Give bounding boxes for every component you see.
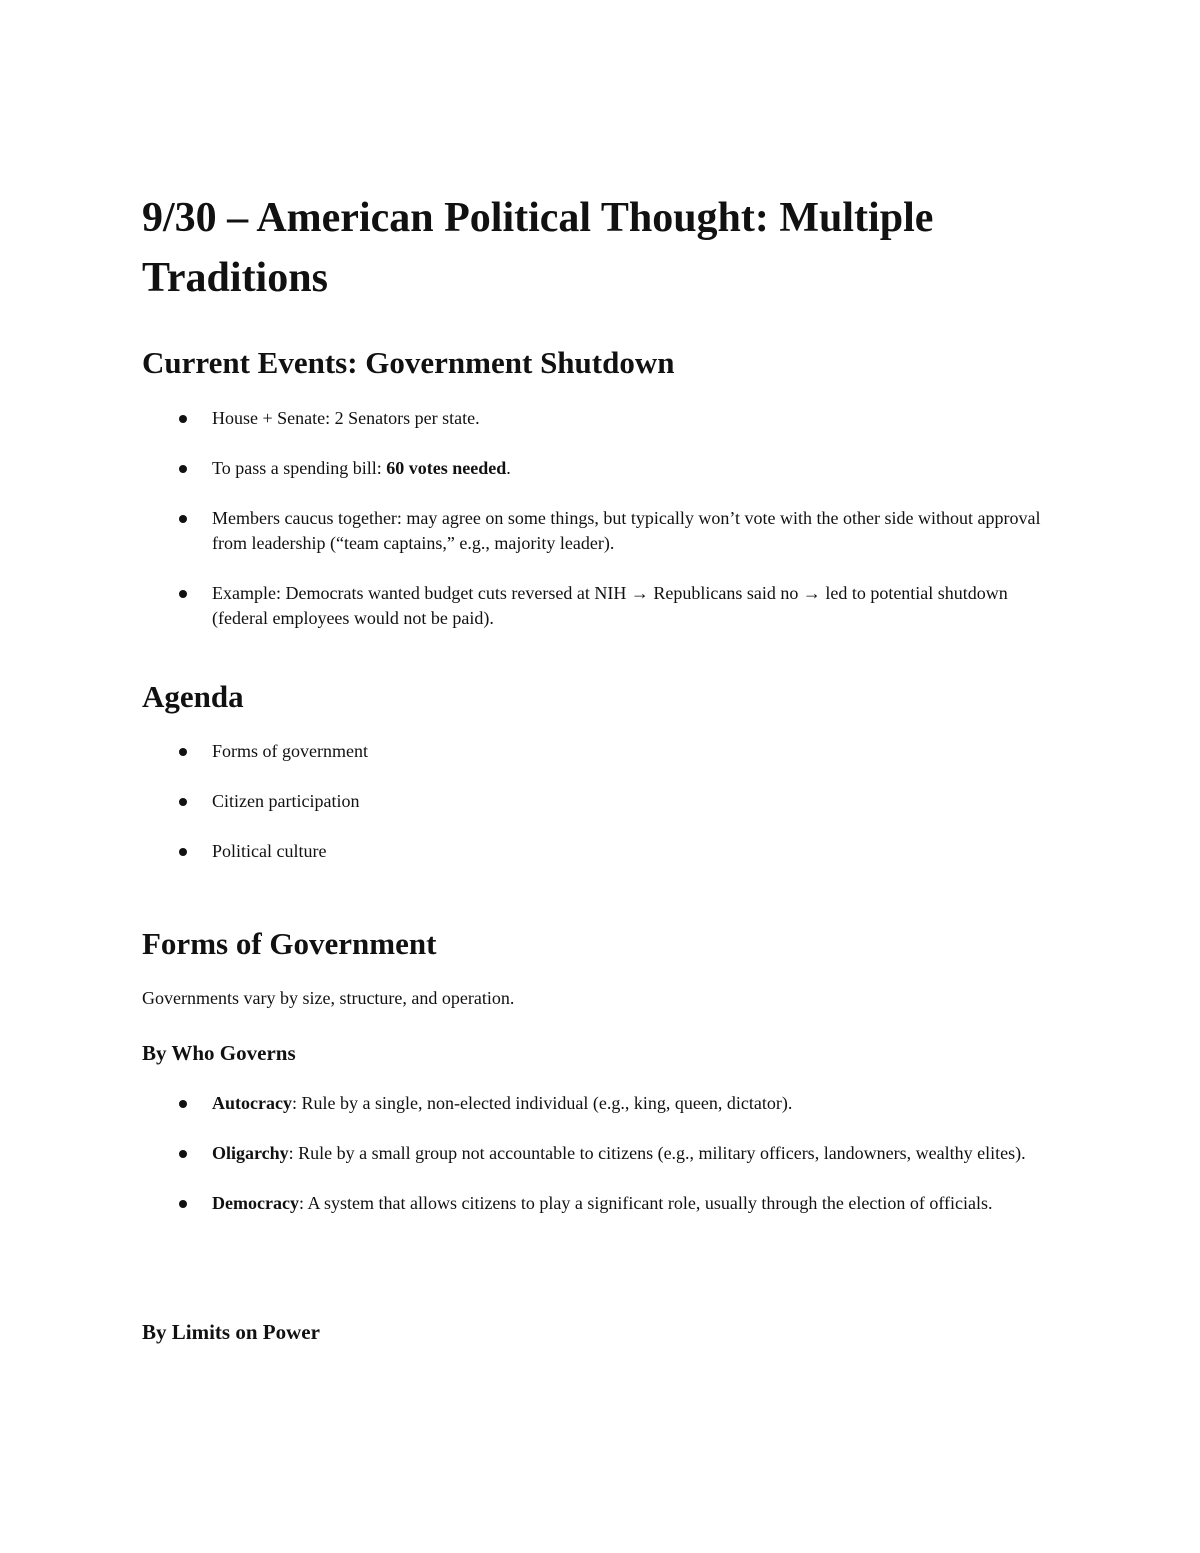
list-item: Forms of government	[142, 739, 1062, 764]
bullet-icon	[179, 590, 187, 598]
list-item: Oligarchy: Rule by a small group not accountable to citizens (e.g., military officers, landowners, wealthy elites).	[142, 1141, 1062, 1166]
bullet-icon	[179, 1150, 187, 1158]
bullet-icon	[179, 848, 187, 856]
list-item: Citizen participation	[142, 789, 1062, 814]
bullet-icon	[179, 515, 187, 523]
heading-by-limits-on-power: By Limits on Power	[142, 1320, 320, 1344]
heading-by-who-governs: By Who Governs	[142, 1041, 296, 1065]
bullet-icon	[179, 748, 187, 756]
bullet-icon	[179, 1100, 187, 1108]
agenda-list	[142, 739, 1062, 864]
heading-forms-of-government: Forms of Government	[142, 926, 437, 961]
who-governs-list	[142, 1091, 1062, 1216]
current-events-list	[142, 406, 1062, 631]
bullet-icon	[179, 798, 187, 806]
bullet-icon	[179, 1200, 187, 1208]
page-title: 9/30 – American Political Thought: Multiple Traditions	[142, 195, 934, 301]
list-item: Democracy: A system that allows citizens to play a significant role, usually through the election of officials.	[142, 1191, 1062, 1216]
heading-current-events: Current Events: Government Shutdown	[142, 345, 675, 380]
list-item: House + Senate: 2 Senators per state.	[142, 406, 1062, 431]
forms-intro-paragraph: Governments vary by size, structure, and operation.	[142, 988, 515, 1008]
heading-agenda: Agenda	[142, 679, 244, 714]
list-item: To pass a spending bill: 60 votes needed.	[142, 456, 1062, 481]
list-item: Example: Democrats wanted budget cuts reversed at NIH → Republicans said no → led to potential shutdown (federal employees would not be paid).	[142, 581, 1062, 631]
list-item: Members caucus together: may agree on some things, but typically won’t vote with the other side without approval from leadership (“team captains,” e.g., majority leader).	[142, 506, 1062, 556]
list-item: Political culture	[142, 839, 1062, 864]
bullet-icon	[179, 415, 187, 423]
bullet-icon	[179, 465, 187, 473]
list-item: Autocracy: Rule by a single, non-elected individual (e.g., king, queen, dictator).	[142, 1091, 1062, 1116]
